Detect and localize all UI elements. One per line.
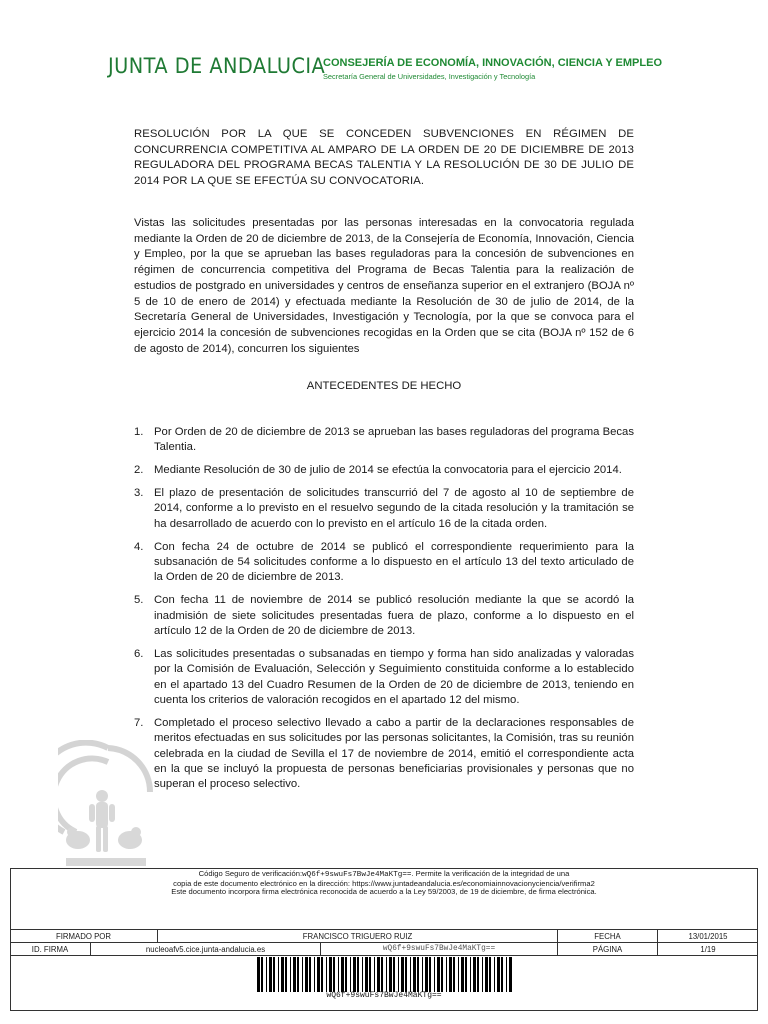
date-label: FECHA — [557, 930, 657, 943]
verification-suffix: . Permite la verificación de la integridad de una — [411, 869, 570, 878]
section-heading: ANTECEDENTES DE HECHO — [306, 380, 462, 392]
date-value: 13/01/2015 — [657, 930, 758, 943]
signature-id-row — [10, 942, 758, 956]
document-title: RESOLUCIÓN POR LA QUE SE CONCEDEN SUBVENCIONES EN RÉGIMEN DE CONCURRENCIA COMPETITIVA AL AMPARO DE LA ORDEN DE 20 DE DICIEMBRE DE 2013 REGULADORA DEL PROGRAMA BECAS TALENTIA Y LA RESOLUCIÓN DE 30 DE JULIO DE 2014 POR LA QUE SE EFECTÚA SU CONVOCATORIA. — [134, 128, 634, 187]
list-item-number: 4. — [134, 540, 144, 553]
page-label: PÁGINA — [557, 943, 657, 956]
subdepartment-name: Secretaría General de Universidades, Investigación y Tecnología — [323, 72, 536, 81]
facts-list — [134, 425, 634, 800]
list-item-text: El plazo de presentación de solicitudes transcurrió del 7 de agosto al 10 de septiembre de 2014, conforme a lo previsto en el resuelvo segundo de la citada resolución y la tramitación se ha desarrollado de acuerdo con lo previsto en el artículo 16 de la citada orden. — [154, 487, 634, 530]
list-item — [134, 540, 634, 586]
list-item — [134, 593, 634, 639]
list-item-text: Por Orden de 20 de diciembre de 2013 se aprueban las bases reguladoras del programa Becas Talentia. — [154, 426, 634, 454]
verification-line-2[interactable]: copia de este documento electrónico en la dirección: https://www.juntadeandalucia.es/economiainnovacionyciencia/verifirma2 — [173, 878, 595, 888]
verification-code: wQ6f+9swuFs7BwJe4MaKTg== — [302, 871, 412, 879]
signed-by-row — [10, 929, 758, 942]
coat-of-arms-watermark-icon — [58, 740, 154, 874]
signature-id-value: nucleoafv5.cice.junta-andalucia.es — [90, 943, 320, 956]
list-item — [134, 463, 634, 478]
page-value: 1/19 — [657, 943, 758, 956]
signature-id-code: wQ6f+9swuFs7BwJe4MaKTg== — [320, 943, 557, 956]
list-item-number: 2. — [134, 464, 144, 477]
signature-id-label: ID. FIRMA — [31, 945, 69, 954]
list-item-text: Mediante Resolución de 30 de julio de 2014 se efectúa la convocatoria para el ejercicio 2014. — [154, 464, 622, 477]
barcode-icon — [255, 957, 513, 992]
department-name: CONSEJERÍA DE ECONOMÍA, INNOVACIÓN, CIENCIA Y EMPLEO — [323, 57, 663, 69]
list-item — [134, 647, 634, 709]
junta-logo-text: JUNTA DE ANDALUCIA — [108, 54, 326, 78]
list-item-number: 1. — [134, 426, 144, 438]
list-item-number: 5. — [134, 594, 144, 607]
barcode-text: wQ6f+9swuFs7BwJe4MaKTg== — [326, 991, 442, 1000]
verification-line-3: Este documento incorpora firma electrónica reconocida de acuerdo a la Ley 59/2003, de 19 de diciembre, de firma electrónica. — [171, 887, 597, 897]
list-item-text: Completado el proceso selectivo llevado a cabo a partir de la declaraciones responsables de meritos efectuadas en sus solicitudes por las personas solicitantes, la Comisión, tras su reunión celebrada en la ciudad de Sevilla el 17 de noviembre de 2014, emitió el correspondiente acta en la que se incluyó la propuesta de personas beneficiarias provisionales y personas que no superan el proceso selectivo. — [154, 716, 634, 791]
list-item-text: Con fecha 24 de octubre de 2014 se publicó el correspondiente requerimiento para la subsanación de 54 solicitudes conforme a lo dispuesto en el artículo 13 del texto articulado de la Orden de 20 de diciembre de 2013. — [154, 540, 634, 584]
signed-by-value: FRANCISCO TRIGUERO RUIZ — [157, 930, 557, 943]
list-item — [134, 716, 634, 793]
list-item-number: 6. — [134, 647, 144, 660]
verification-prefix: Código Seguro de verificación: — [198, 869, 303, 878]
intro-paragraph: Vistas las solicitudes presentadas por las personas interesadas en la convocatoria regulada mediante la Orden de 20 de diciembre de 2013, de la Consejería de Economía, Innovación, Ciencia y Empleo, por la que se aprueban las bases reguladoras para la concesión de subvenciones en régimen de concurrencia competitiva del Programa de Becas Talentia para la realización de estudios de postgrado en universidades y centros de enseñanza superior en el extranjero (BOJA nº 5 de 10 de enero de 2014) y efectuada mediante la Resolución de 30 de julio de 2014, de la Secretaría General de Universidades, Investigación y Tecnología, por la que se convoca para el ejercicio 2014 la concesión de subvenciones recogidas en la Orden que se cita (BOJA nº 152 de 6 de agosto de 2014), concurren los siguientes — [134, 217, 634, 355]
list-item-text: Con fecha 11 de noviembre de 2014 se publicó resolución mediante la que se acordó la inadmisión de siete solicitudes presentadas fuera de plazo, conforme a lo dispuesto en el artículo 12 de la Orden de 20 de diciembre de 2013. — [154, 594, 634, 638]
list-item — [134, 425, 634, 456]
list-item — [134, 486, 634, 532]
list-item-text: Las solicitudes presentadas o subsanadas en tiempo y forma han sido analizadas y valoradas por la Comisión de Evaluación, Selección y Seguimiento constituida conforme a lo establecido en el apartado 13 del Cuadro Resumen de la Orden de 20 de diciembre de 2013, teniendo en cuenta los criterios de valoración recogidos en el apartado 12 del mismo. — [154, 647, 634, 707]
signed-by-label: FIRMADO POR — [55, 932, 111, 941]
list-item-number: 3. — [134, 487, 144, 499]
list-item-number: 7. — [134, 716, 144, 729]
verification-notice — [10, 868, 758, 929]
